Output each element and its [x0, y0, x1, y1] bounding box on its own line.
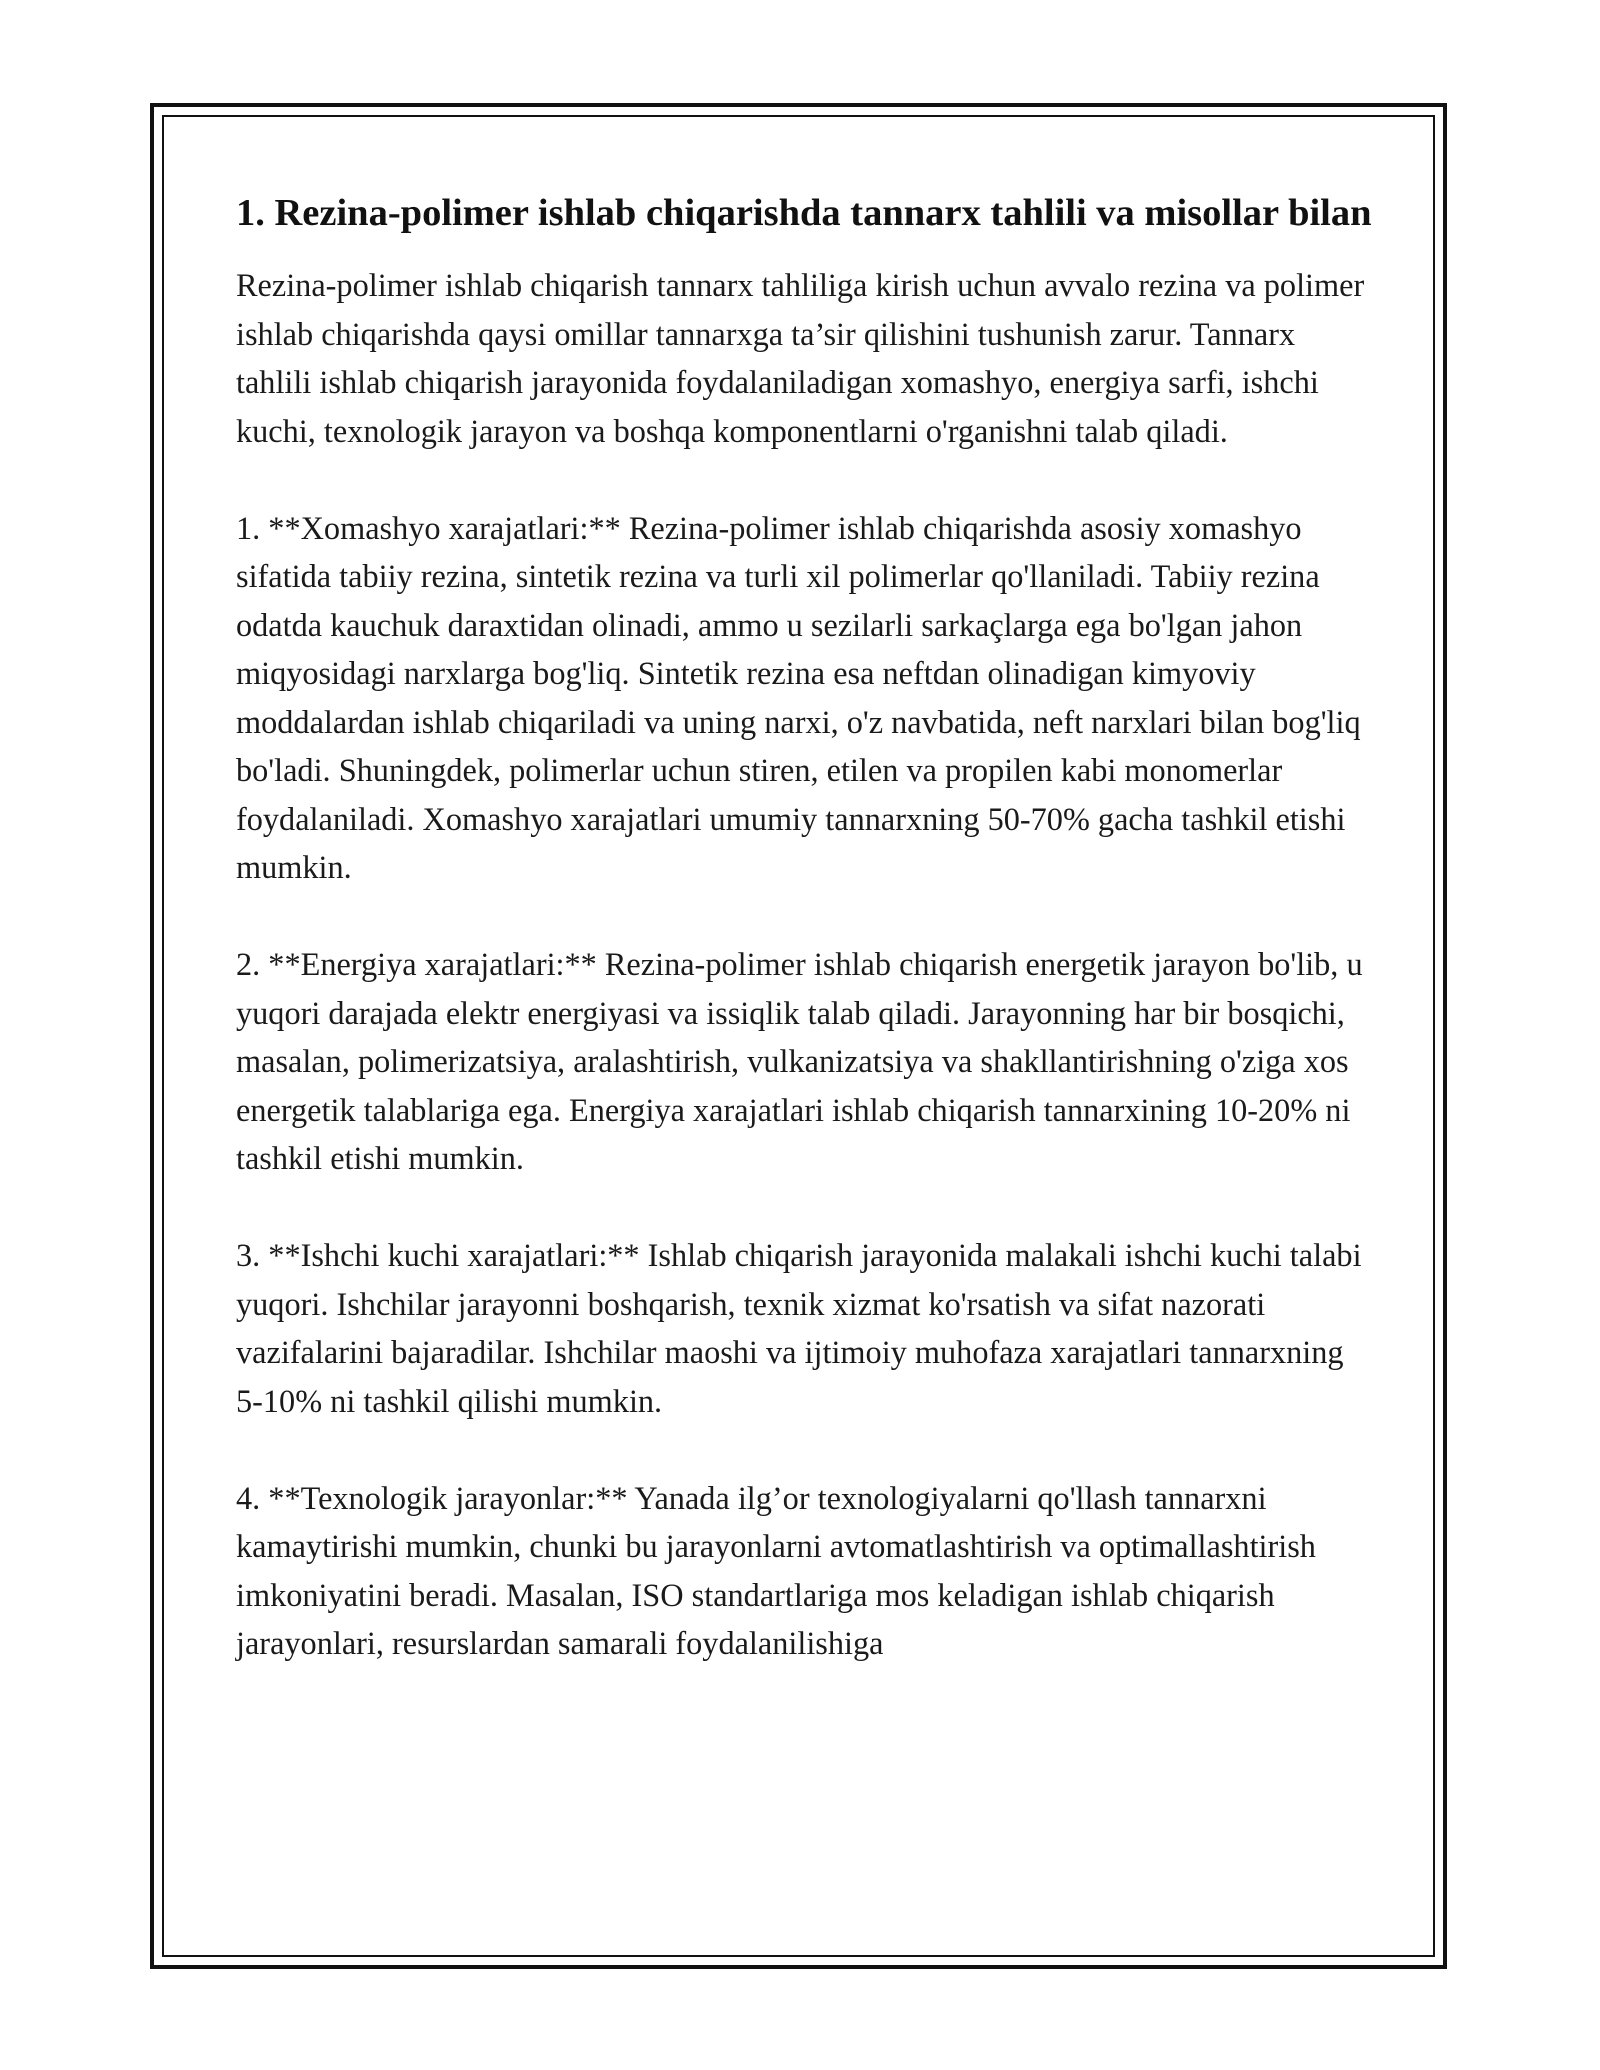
paragraph-intro: Rezina-polimer ishlab chiqarish tannarx tahliliga kirish uchun avvalo rezina va polimer ishlab chiqarishda qaysi omillar tannarxga ta’sir qilishini tushunish zarur. Tannarx tahlili ishlab chiqarish jarayonida foydalaniladigan xomashyo, energiya sarfi, ishchi kuchi, texnologik jarayon va boshqa komponentlarni o'rganishni talab qiladi.	[236, 267, 1365, 449]
paragraph-technological-processes: 4. **Texnologik jarayonlar:** Yanada ilg’or texnologiyalarni qo'llash tannarxni kamaytirishi mumkin, chunki bu jarayonlarni avtomatlashtirish va optimallashtirish imkoniyatini beradi. Masalan, ISO standartlariga mos keladigan ishlab chiqarish jarayonlari, resurslardan samarali foydalanilishiga	[236, 1479, 1316, 1661]
paragraph-raw-material-costs: 1. **Xomashyo xarajatlari:** Rezina-polimer ishlab chiqarishda asosiy xomashyo sifatida tabiiy rezina, sintetik rezina va turli xil polimerlar qo'llaniladi. Tabiiy rezina odatda kauchuk daraxtidan olinadi, ammo u sezilarli sarkaçlarga ega bo'lgan jahon miqyosidagi narxlarga bog'liq. Sintetik rezina esa neftdan olinadigan kimyoviy moddalardan ishlab chiqariladi va uning narxi, o'z navbatida, neft narxlari bilan bog'liq bo'ladi. Shuningdek, polimerlar uchun stiren, etilen va propilen kabi monomerlar foydalaniladi. Xomashyo xarajatlari umumiy tannarxning 50-70% gacha tashkil etishi mumkin.	[236, 509, 1361, 885]
paragraph-energy-costs: 2. **Energiya xarajatlari:** Rezina-polimer ishlab chiqarish energetik jarayon bo'lib, u yuqori darajada elektr energiyasi va issiqlik talab qiladi. Jarayonning har bir bosqichi, masalan, polimerizatsiya, aralashtirish, vulkanizatsiya va shakllantirishning o'ziga xos energetik talablariga ega. Energiya xarajatlari ishlab chiqarish tannarxining 10-20% ni tashkil etishi mumkin.	[236, 946, 1363, 1176]
paragraph-labor-costs: 3. **Ishchi kuchi xarajatlari:** Ishlab chiqarish jarayonida malakali ishchi kuchi talabi yuqori. Ishchilar jarayonni boshqarish, texnik xizmat ko'rsatish va sifat nazorati vazifalarini bajaradilar. Ishchilar maoshi va ijtimoiy muhofaza xarajatlari tannarxning 5-10% ni tashkil qilishi mumkin.	[236, 1237, 1362, 1419]
document-body	[236, 186, 1376, 1716]
document-title: 1. Rezina-polimer ishlab chiqarishda tannarx tahlili va misollar bilan	[236, 192, 1372, 234]
